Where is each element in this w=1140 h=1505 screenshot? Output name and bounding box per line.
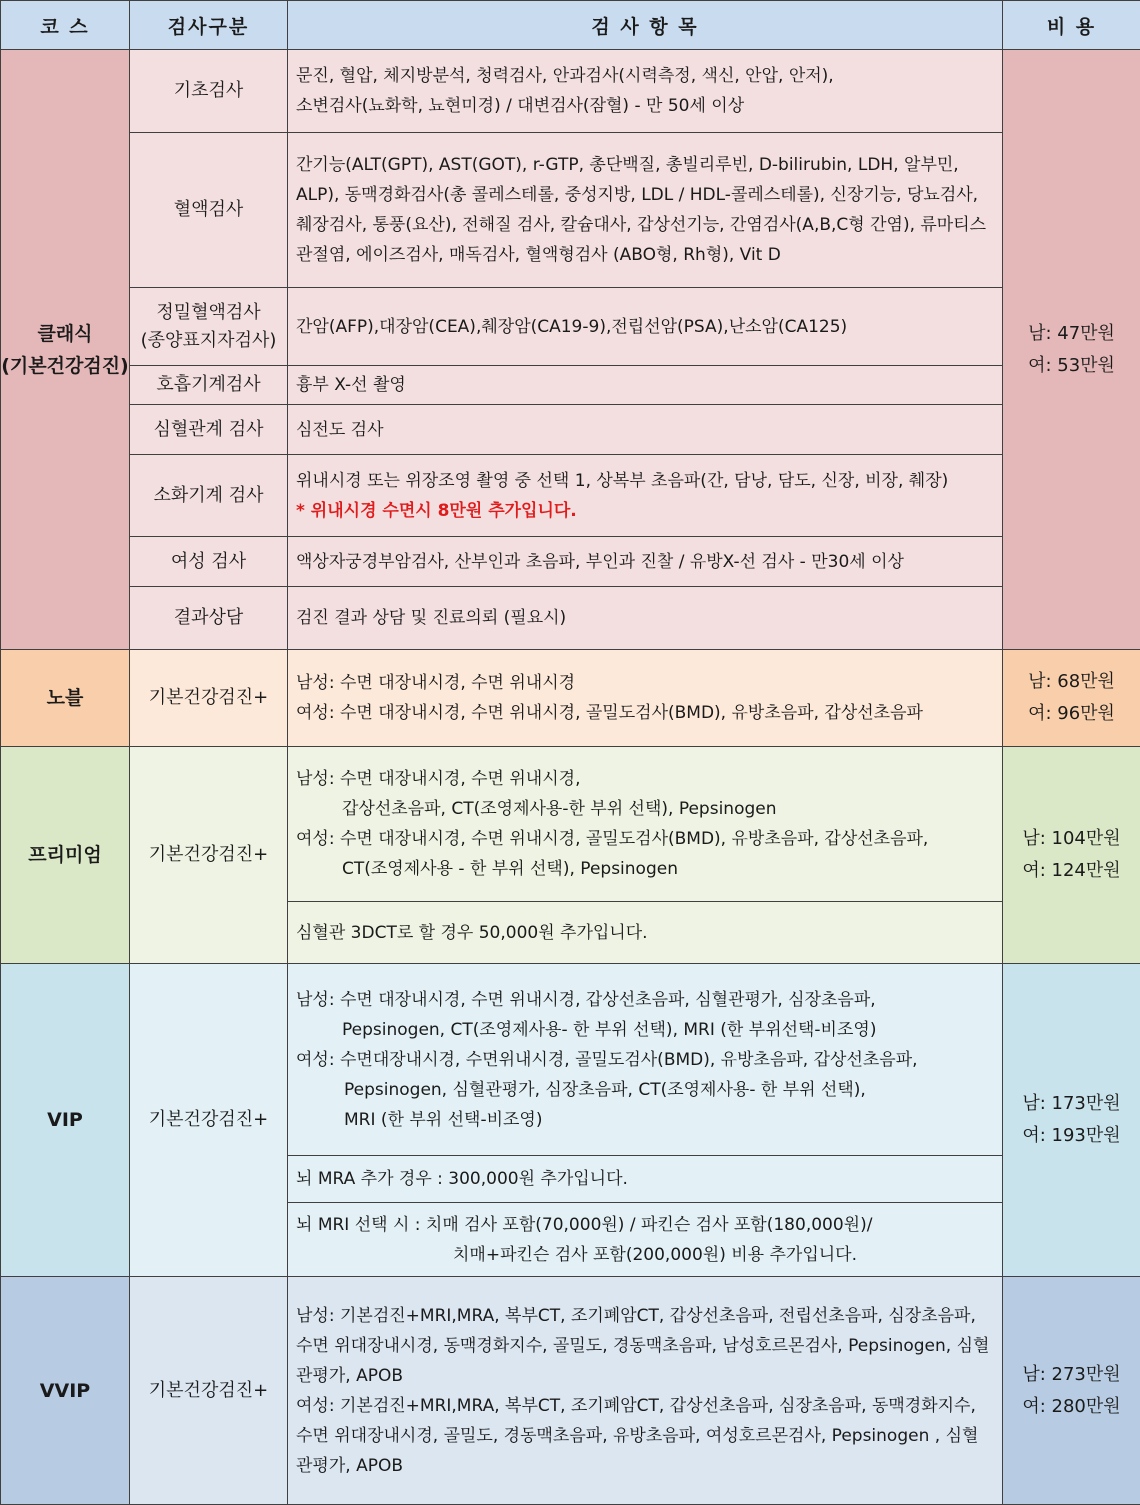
price-classic-female: 여: 53만원 [1028, 354, 1115, 376]
premium-row-main [1, 747, 1140, 902]
course-vip: VIP [1, 964, 130, 1277]
category-vip: 기본건강검진+ [130, 964, 288, 1277]
items-basic-line: 문진, 혈압, 체지방분석, 청력검사, 안과검사(시력측정, 색신, 안압, 안저), [296, 66, 834, 86]
classic-row-basic [1, 50, 1140, 133]
price-premium-male: 남: 104만원 [1022, 828, 1121, 849]
header-course: 코 스 [1, 1, 130, 50]
items-cardio-text: 심전도 검사 [296, 419, 384, 440]
header-items: 검 사 항 목 [288, 1, 1003, 50]
classic-row-consult [1, 587, 1140, 650]
items-vip-line: Pepsinogen, CT(조영제사용- 한 부위 선택), MRI (한 부위선택-비조영) [342, 1019, 877, 1040]
items-blood [288, 133, 1003, 288]
price-vvip-male: 남: 273만원 [1022, 1363, 1121, 1385]
items-premium-line: CT(조영제사용 - 한 부위 선택), Pepsinogen [342, 859, 678, 879]
category-noble: 기본건강검진+ [130, 650, 288, 747]
price-vip-male: 남: 173만원 [1022, 1093, 1121, 1114]
items-premium [288, 747, 1003, 902]
category-tumor-line2: (종양표지자검사) [140, 329, 277, 351]
items-respiratory [288, 366, 1003, 405]
items-digestive [288, 455, 1003, 537]
items-vip-mra [288, 1156, 1003, 1203]
items-basic-line: 소변검사(뇨화학, 뇨현미경) / 대변검사(잠혈) - 만 50세 이상 [296, 96, 745, 116]
items-premium-extra-text: 심혈관 3DCT로 할 경우 50,000원 추가입니다. [296, 922, 648, 943]
vip-row-main [1, 964, 1140, 1156]
items-vip-mri-line1: 뇌 MRI 선택 시 : 치매 검사 포함(70,000원) / 파킨슨 검사 포함(180,000원)/ [296, 1214, 873, 1235]
items-noble-female: 여성: 수면 대장내시경, 수면 위내시경, 골밀도검사(BMD), 유방초음파, 갑상선초음파 [296, 703, 923, 723]
items-premium-line: 여성: 수면 대장내시경, 수면 위내시경, 골밀도검사(BMD), 유방초음파, 갑상선초음파, [296, 829, 929, 849]
price-noble-male: 남: 68만원 [1028, 671, 1115, 692]
classic-row-tumor [1, 288, 1140, 366]
category-cardio: 심혈관계 검사 [130, 405, 288, 455]
items-vvip-male: 남성: 기본검진+MRI,MRA, 복부CT, 조기폐암CT, 갑상선초음파, 전립선초음파, 심장초음파, 수면 위대장내시경, 동맥경화지수, 골밀도, 경동맥초음파, 남성호르몬검사, Pepsinogen, 심혈관평가, APOB [296, 1305, 990, 1386]
course-noble: 노블 [1, 650, 130, 747]
items-tumor-text: 간암(AFP),대장암(CEA),췌장암(CA19-9),전립선암(PSA),난소암(CA125) [296, 317, 848, 337]
price-premium-female: 여: 124만원 [1022, 860, 1121, 881]
items-digestive-text: 위내시경 또는 위장조영 촬영 중 선택 1, 상복부 초음파(간, 담낭, 담도, 신장, 비장, 췌장) [296, 470, 949, 491]
classic-row-blood [1, 133, 1140, 288]
course-classic-name: 클래식 [37, 322, 93, 345]
price-premium [1003, 747, 1140, 964]
price-vip-female: 여: 193만원 [1022, 1125, 1121, 1146]
header-row [1, 1, 1140, 50]
items-vvip [288, 1277, 1003, 1505]
items-cardio [288, 405, 1003, 455]
items-vip-line: Pepsinogen, 심혈관평가, 심장초음파, CT(조영제사용- 한 부위 선택), [344, 1079, 866, 1100]
items-vvip-female: 여성: 기본검진+MRI,MRA, 복부CT, 조기폐암CT, 갑상선초음파, 심장초음파, 동맥경화지수, 수면 위대장내시경, 골밀도, 경동맥초음파, 유방초음파, 여성호르몬검사, Pepsinogen , 심혈관평가, APOB [296, 1395, 979, 1476]
category-basic: 기초검사 [130, 50, 288, 133]
items-basic [288, 50, 1003, 133]
category-blood: 혈액검사 [130, 133, 288, 288]
price-classic-male: 남: 47만원 [1028, 322, 1115, 344]
category-tumor-line1: 정밀혈액검사 [156, 301, 261, 323]
items-vip-mra-text: 뇌 MRA 추가 경우 : 300,000원 추가입니다. [296, 1169, 628, 1189]
header-cost: 비 용 [1003, 1, 1140, 50]
price-vvip [1003, 1277, 1140, 1505]
noble-row [1, 650, 1140, 747]
items-vip-line: 남성: 수면 대장내시경, 수면 위내시경, 갑상선초음파, 심혈관평가, 심장초음파, [296, 989, 876, 1010]
category-consult: 결과상담 [130, 587, 288, 650]
price-vvip-female: 여: 280만원 [1022, 1395, 1121, 1417]
items-blood-text: 간기능(ALT(GPT), AST(GOT), r-GTP, 총단백질, 총빌리루빈, D-bilirubin, LDH, 알부민, ALP), 동맥경화검사(총 콜레스테롤, 중성지방, LDL / HDL-콜레스테롤), 신장기능, 당뇨검사, 췌장검사, 통풍(요산), 전해질 검사, 칼슘대사, 갑상선기능, 간염검사(A,B,C형 간염), 류마티스 관절염, 에이즈검사, 매독검사, 혈액형검사 (ABO형, Rh형), Vit D [296, 155, 987, 265]
items-premium-extra [288, 902, 1003, 964]
course-classic [1, 50, 130, 650]
items-consult [288, 587, 1003, 650]
items-female-text: 액상자궁경부암검사, 산부인과 초음파, 부인과 진찰 / 유방X-선 검사 - 만30세 이상 [296, 551, 904, 572]
course-classic-subtitle: (기본건강검진) [1, 354, 129, 377]
category-premium: 기본건강검진+ [130, 747, 288, 964]
items-tumor [288, 288, 1003, 366]
vvip-row [1, 1277, 1140, 1505]
items-premium-line: 남성: 수면 대장내시경, 수면 위내시경, [296, 769, 581, 789]
price-noble [1003, 650, 1140, 747]
items-premium-line: 갑상선초음파, CT(조영제사용-한 부위 선택), Pepsinogen [342, 799, 777, 819]
items-vip [288, 964, 1003, 1156]
items-vip-mri [288, 1203, 1003, 1277]
classic-row-female [1, 537, 1140, 587]
items-female [288, 537, 1003, 587]
classic-row-cardio [1, 405, 1140, 455]
items-digestive-note: * 위내시경 수면시 8만원 추가입니다. [296, 500, 577, 521]
items-noble-male: 남성: 수면 대장내시경, 수면 위내시경 [296, 673, 576, 693]
category-respiratory: 호흡기계검사 [130, 366, 288, 405]
items-consult-text: 검진 결과 상담 및 진료의뢰 (필요시) [296, 608, 567, 628]
items-vip-line: 여성: 수면대장내시경, 수면위내시경, 골밀도검사(BMD), 유방초음파, 갑상선초음파, [296, 1049, 918, 1070]
course-premium: 프리미엄 [1, 747, 130, 964]
header-category: 검사구분 [130, 1, 288, 50]
price-noble-female: 여: 96만원 [1028, 703, 1115, 724]
classic-row-respiratory [1, 366, 1140, 405]
items-respiratory-text: 흉부 X-선 촬영 [296, 375, 406, 395]
price-classic [1003, 50, 1140, 650]
course-vvip: VVIP [1, 1277, 130, 1505]
items-vip-line: MRI (한 부위 선택-비조영) [344, 1109, 543, 1130]
category-female: 여성 검사 [130, 537, 288, 587]
price-vip [1003, 964, 1140, 1277]
category-digestive: 소화기계 검사 [130, 455, 288, 537]
classic-row-digestive [1, 455, 1140, 537]
items-noble [288, 650, 1003, 747]
category-tumor [130, 288, 288, 366]
items-vip-mri-line2: 치매+파킨슨 검사 포함(200,000원) 비용 추가입니다. [453, 1244, 858, 1265]
category-vvip: 기본건강검진+ [130, 1277, 288, 1505]
